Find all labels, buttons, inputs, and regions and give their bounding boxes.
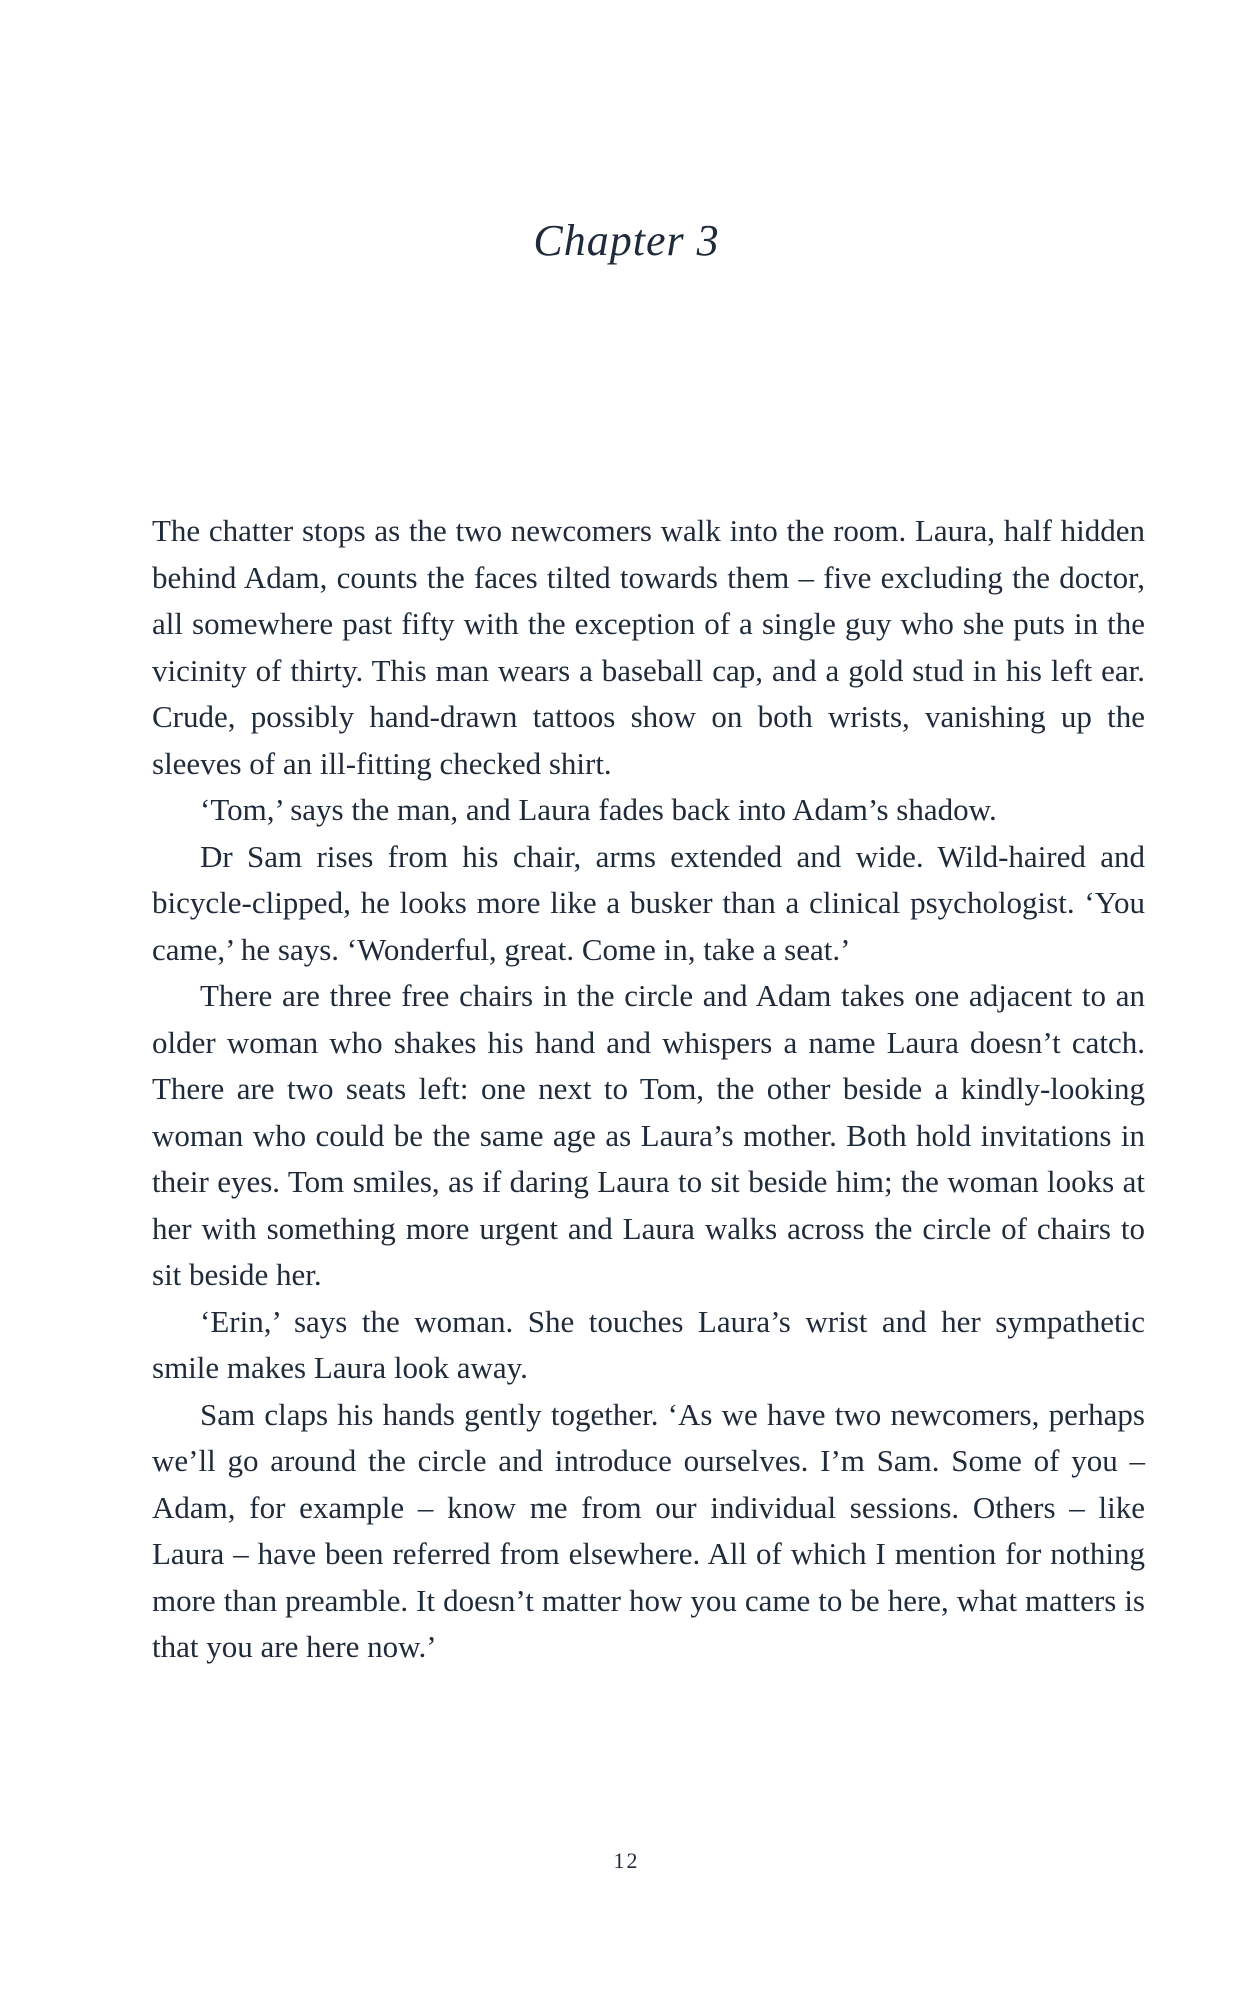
body-text bbox=[152, 508, 1145, 1671]
paragraph: Dr Sam rises from his chair, arms extended and wide. Wild-haired and bicycle-clipped, he looks more like a busker than a clinical psychologist. ‘You came,’ he says. ‘Wonderful, great. Come in, take a seat.’ bbox=[152, 838, 1145, 967]
page-number: 12 bbox=[613, 1848, 640, 1873]
paragraph: ‘Erin,’ says the woman. She touches Laura’s wrist and her sympathetic smile makes Laura look away. bbox=[152, 1303, 1145, 1385]
paragraph: ‘Tom,’ says the man, and Laura fades back into Adam’s shadow. bbox=[200, 792, 997, 827]
chapter-title: Chapter 3 bbox=[533, 216, 720, 265]
paragraph: There are three free chairs in the circle and Adam takes one adjacent to an older woman who shakes his hand and whispers a name Laura doesn’t catch. There are two seats left: one next to Tom, the other beside a kindly-looking woman who could be the same age as Laura’s mother. Both hold invitations in their eyes. Tom smiles, as if daring Laura to sit beside him; the woman looks at her with something more urgent and Laura walks across the circle of chairs to sit beside her. bbox=[152, 978, 1145, 1292]
paragraph: The chatter stops as the two newcomers walk into the room. Laura, half hidden behind Adam, counts the faces tilted towards them – five excluding the doctor, all somewhere past fifty with the exception of a single guy who she puts in the vicinity of thirty. This man wears a baseball cap, and a gold stud in his left ear. Crude, possibly hand-drawn tattoos show on both wrists, vanishing up the sleeves of an ill-fitting checked shirt. bbox=[152, 513, 1145, 781]
paragraph: Sam claps his hands gently together. ‘As we have two newcomers, perhaps we’ll go around the circle and introduce ourselves. I’m Sam. Some of you – Adam, for example – know me from our individual sessions. Others – like Laura – have been referred from elsewhere. All of which I mention for nothing more than preamble. It doesn’t matter how you came to be here, what matters is that you are here now.’ bbox=[152, 1396, 1145, 1664]
